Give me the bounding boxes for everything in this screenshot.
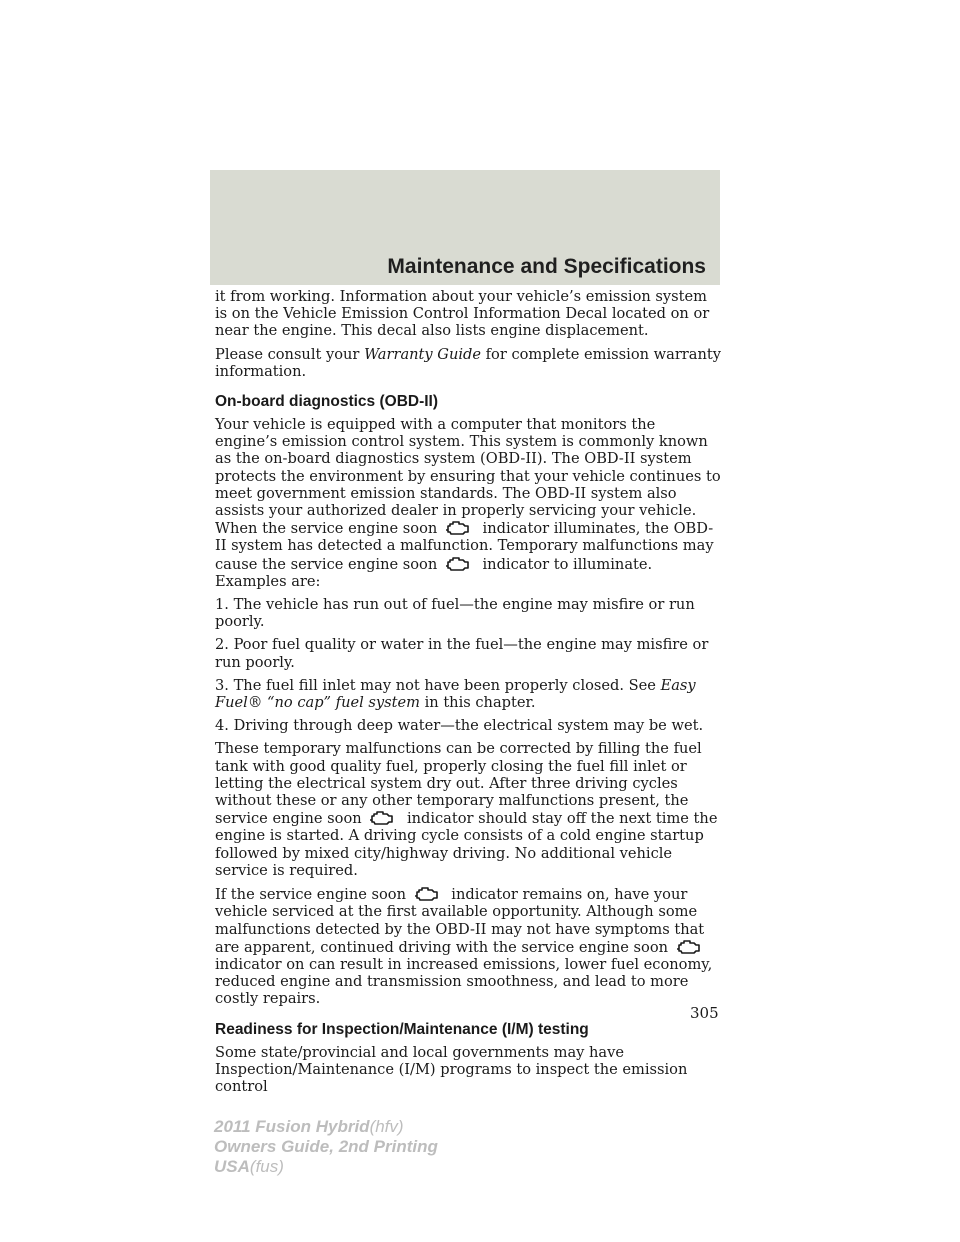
list-item: 3. The fuel fill inlet may not have been properly closed. See Easy Fuel® “no cap” fuel system in this chapter.: [215, 676, 696, 712]
check-engine-icon: [675, 938, 701, 956]
check-engine-icon: [368, 809, 394, 827]
heading-im-testing: Readiness for Inspection/Maintenance (I/M) testing: [215, 1020, 589, 1038]
print-footer: 2011 Fusion Hybrid(hfv) Owners Guide, 2nd Printing USA(fus): [214, 1117, 438, 1176]
paragraph-obd-description: Your vehicle is equipped with a computer that monitors the engine’s emission control system. This system is commonly known as the on-board diagnostics system (OBD-II). The OBD-II system protects the environment by ensuring that your vehicle continues to meet government emission standards. The OBD-II system also assists your authorized dealer in properly servicing your vehicle. When the service engine soon indicator illuminates, the OBD-II system has detected a malfunction. Temporary malfunctions may cause the service engine soon indicator to illuminate. Examples are:: [215, 416, 721, 590]
section-title: Maintenance and Specifications: [387, 255, 706, 278]
page-number: 305: [690, 1004, 719, 1022]
header-band: [210, 170, 720, 285]
list-item: 2. Poor fuel quality or water in the fuel—the engine may misfire or run poorly.: [215, 636, 709, 671]
list-item: 4. Driving through deep water—the electrical system may be wet.: [215, 717, 704, 735]
paragraph-indicator-remains-on: If the service engine soon indicator remains on, have your vehicle serviced at the first available opportunity. Although some malfunctions detected by the OBD-II may not have symptoms that are apparent, continued driving with the service engine soon indicator on can result in increased emissions, lower fuel economy, reduced engine and transmission smoothness, and lead to more costly repairs.: [215, 886, 713, 1008]
heading-obd-ii: On-board diagnostics (OBD-II): [215, 393, 439, 411]
check-engine-icon: [444, 555, 470, 573]
paragraph-emission-decal: it from working. Information about your vehicle’s emission system is on the Vehicle Emission Control Information Decal located on or near the engine. This decal also lists engine displacement.: [215, 288, 710, 340]
page-body: [215, 288, 721, 1101]
paragraph-temporary-malfunctions: These temporary malfunctions can be corrected by filling the fuel tank with good quality fuel, properly closing the fuel fill inlet or letting the electrical system dry out. After three driving cycles without these or any other temporary malfunctions present, the service engine soon indicator should stay off the next time the engine is started. A driving cycle consists of a cold engine startup followed by mixed city/highway driving. No additional vehicle service is required.: [215, 740, 718, 879]
paragraph-warranty: Please consult your Warranty Guide for complete emission warranty information.: [215, 345, 721, 380]
list-item: 1. The vehicle has run out of fuel—the engine may misfire or run poorly.: [215, 596, 695, 631]
check-engine-icon: [413, 885, 439, 903]
check-engine-icon: [444, 519, 470, 537]
paragraph-im-programs: Some state/provincial and local governments may have Inspection/Maintenance (I/M) programs to inspect the emission control: [215, 1043, 688, 1095]
warranty-guide-reference: Warranty Guide: [364, 345, 481, 363]
easy-fuel-reference: Easy Fuel® “no cap” fuel system: [215, 676, 696, 712]
